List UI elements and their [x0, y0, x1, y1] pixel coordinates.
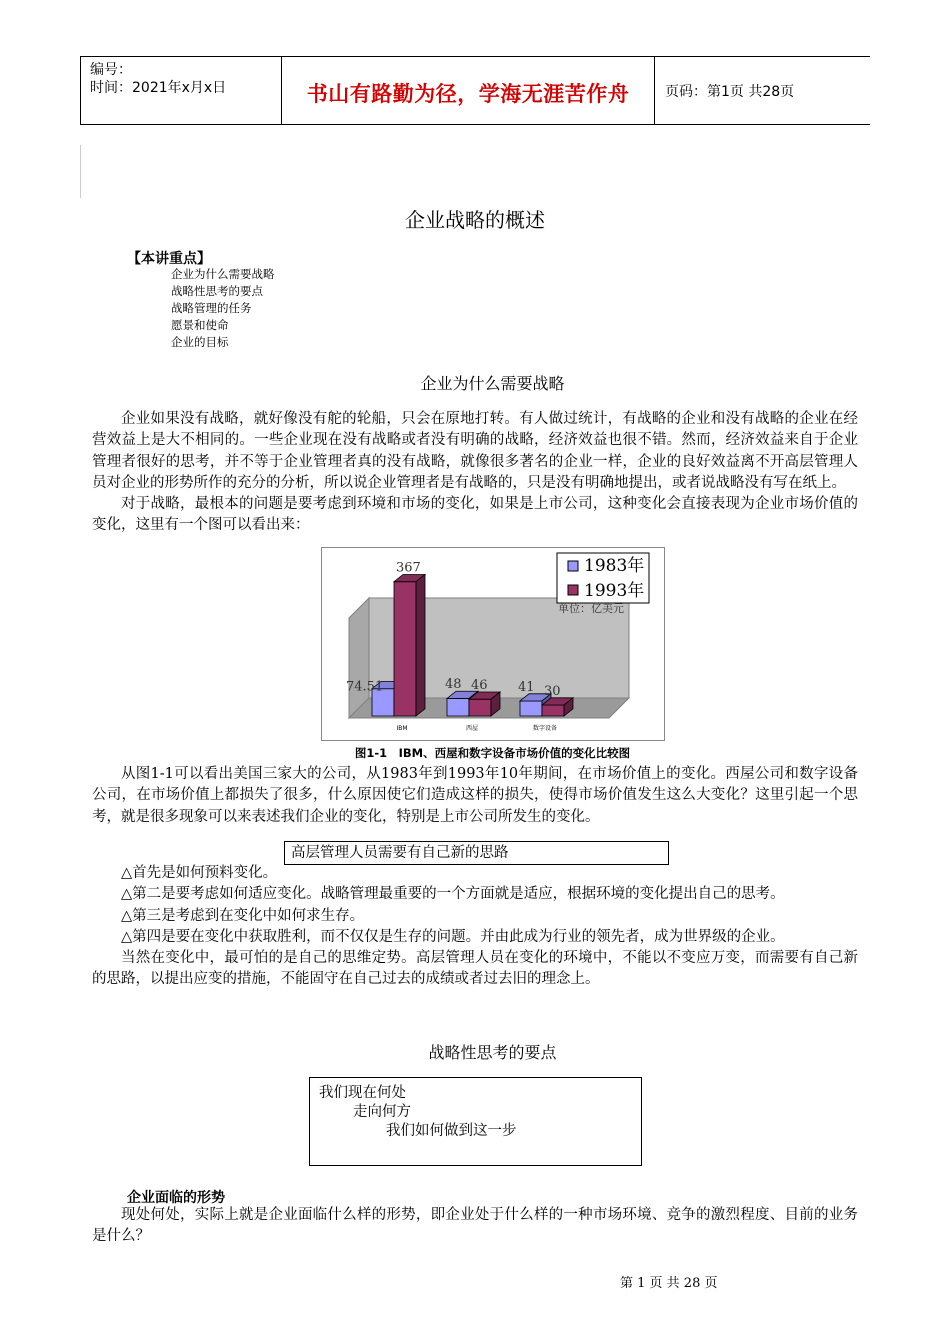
- bar-side-1: [416, 574, 425, 716]
- chart-unit-label: 单位：亿美元: [558, 602, 624, 615]
- key-points-label: 【本讲重点】: [127, 251, 211, 267]
- bullet-list: [92, 863, 858, 991]
- subheading: 企业面临的形势: [127, 1190, 225, 1206]
- value-label: 74.51: [346, 679, 384, 695]
- header-bottom-rule: [80, 124, 870, 125]
- header-divider-2: [654, 56, 655, 124]
- bar-front-0: [447, 698, 469, 716]
- paragraph: 现处何处，实际上就是企业面临什么样的形势，即企业处于什么样的一种市场环境、竞争的激烈程度、目前的业务是什么？: [92, 1207, 858, 1245]
- section-title: 战略性思考的要点: [428, 1043, 557, 1062]
- header-motto: 书山有路勤为径，学海无涯苦作舟: [306, 82, 630, 106]
- page-footer: 第 1 页 共 28 页: [620, 1276, 718, 1291]
- key-point-item: 企业的目标: [171, 335, 229, 349]
- header-top-rule: [80, 56, 870, 57]
- x-tick-label: 西屋: [465, 725, 479, 732]
- header-divider-left: [80, 56, 81, 124]
- bar-front-0: [520, 701, 542, 716]
- highlight-box: [284, 841, 669, 865]
- section-title: 企业为什么需要战略: [420, 374, 565, 393]
- header-time: 时间：2021年x月x日: [90, 80, 227, 96]
- figure-caption: 图1-1 IBM、西屋和数字设备市场价值的变化比较图: [354, 746, 631, 760]
- x-tick-label: 数字设备: [532, 725, 558, 732]
- key-point-item: 战略管理的任务: [171, 301, 252, 315]
- legend-swatch-1993: [568, 585, 578, 595]
- bar-front-1: [469, 699, 491, 716]
- x-tick-label: IBM: [396, 725, 408, 732]
- key-points-list: [171, 266, 275, 351]
- paragraph-block: [92, 1205, 858, 1248]
- legend-swatch-1983: [568, 561, 578, 571]
- header-number: 编号：: [90, 62, 132, 78]
- value-label: 367: [396, 560, 421, 576]
- paragraph: 从图1-1可以看出美国三家大的公司，从1983年到1993年10年期间，在市场价值上的变化。西屋公司和数字设备公司，在市场价值上都损失了很多，什么原因使它们造成这样的损失，使得市场价值发生这么大变化？这里引起一个思考，就是很多现象可以来表述我们企业的变化，特别是上市公司所发生的变化。: [92, 766, 858, 825]
- paragraph: 企业如果没有战略，就好像没有舵的轮船，只会在原地打转。有人做过统计，有战略的企业和没有战略的企业在经营效益上是大不相同的。一些企业现在没有战略或者没有明确的战略，经济效益也很不错。然而，经济效益来自于企业管理者很好的思考，并不等于企业管理者真的没有战略，就像很多著名的企业一样，企业的良好效益离不开高层管理人员对企业的形势所作的充分的分析，所以说企业管理者是有战略的，只是没有明确地提出，或者说战略没有写在纸上。: [92, 411, 858, 491]
- key-point-item: 愿景和使命: [171, 318, 229, 332]
- value-label: 46: [471, 677, 488, 693]
- highlight-box-text: 高层管理人员需要有自己新的思路: [291, 845, 509, 861]
- document-title: 企业战略的概述: [405, 208, 545, 232]
- thinking-line: 我们如何做到这一步: [386, 1123, 517, 1139]
- bullet-item: △第二是要考虑如何适应变化。战略管理最重要的一个方面就是适应，根据环境的变化提出自己的思考。: [121, 886, 785, 903]
- bar-front-1: [542, 705, 564, 716]
- key-point-item: 战略性思考的要点: [171, 284, 263, 298]
- bullet-item: △第四是要在变化中获取胜利，而不仅仅是生存的问题。并由此成为行业的领先者，成为世界级的企业。: [121, 928, 785, 945]
- paragraph: 当然在变化中，最可怕的是自己的思维定势。高层管理人员在变化的环境中，不能以不变应万变，而需要有自己新的思路，以提出应变的措施，不能固守在自己过去的成绩或者过去旧的理念上。: [92, 950, 858, 988]
- chart-frame: [321, 547, 665, 741]
- margin-mark: [80, 145, 81, 198]
- bullet-item: △第三是考虑到在变化中如何求生存。: [121, 907, 365, 924]
- value-label: 48: [445, 677, 462, 693]
- thinking-line: 我们现在何处: [319, 1085, 406, 1101]
- thinking-line: 走向何方: [353, 1104, 411, 1120]
- header-page-number: 页码：第1页 共28页: [665, 84, 795, 100]
- value-label: 41: [518, 679, 535, 695]
- key-point-item: 企业为什么需要战略: [171, 267, 275, 281]
- legend-label-1983: 1983年: [584, 556, 645, 576]
- paragraph: 对于战略，最根本的问题是要考虑到环境和市场的变化，如果是上市公司，这种变化会直接表现为企业市场价值的变化，这里有一个图可以看出来：: [92, 496, 858, 534]
- bar-chart: [322, 548, 664, 740]
- paragraph-block: [92, 764, 858, 828]
- paragraph-block: [92, 409, 858, 537]
- value-label: 30: [544, 683, 561, 699]
- bullet-item: △首先是如何预料变化。: [121, 865, 278, 881]
- bar-front-1: [394, 582, 416, 716]
- thinking-box: [309, 1077, 642, 1166]
- legend-label-1993: 1993年: [584, 581, 645, 601]
